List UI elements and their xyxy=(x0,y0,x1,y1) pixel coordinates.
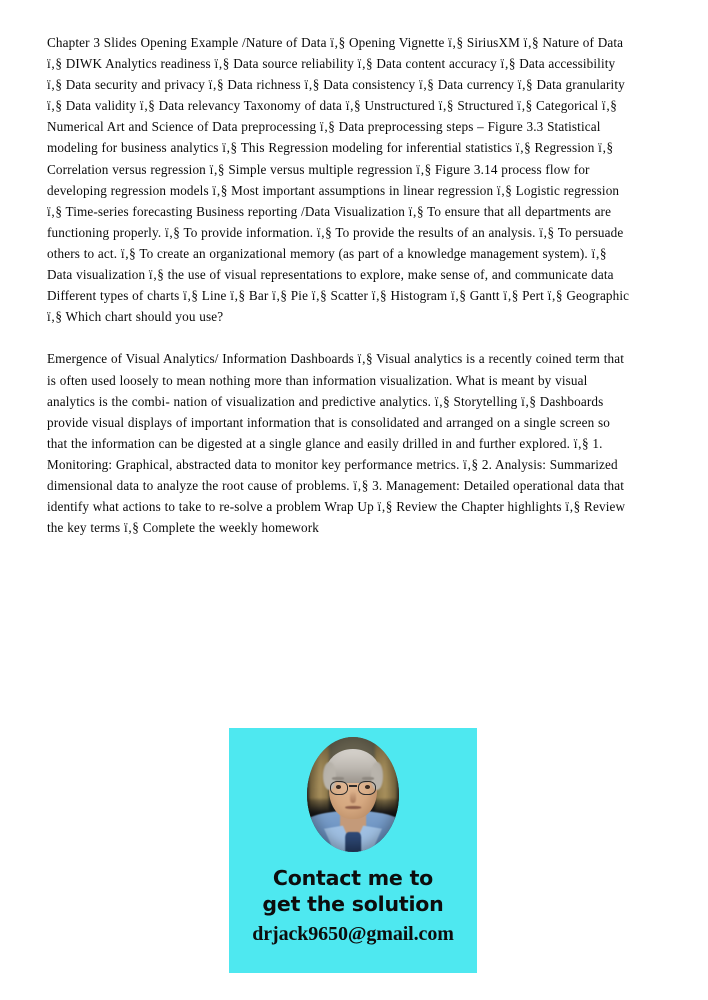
paragraph-chapter-outline: Chapter 3 Slides Opening Example /Nature of Data ï‚§ Opening Vignette ï‚§ SiriusXM ï‚§ Nature of Data ï‚§ DIWK Analytics readiness ï‚§ Data source reliability ï‚§ Data content accuracy ï‚§ Data accessibility ï‚§ Data security and privacy ï‚§ Data richness ï‚§ Data consistency ï‚§ Data currency ï‚§ Data granularity ï‚§ Data validity ï‚§ Data relevancy Taxonomy of data ï‚§ Unstructured ï‚§ Structured ï‚§ Categorical ï‚§ Numerical Art and Science of Data preprocessing ï‚§ Data preprocessing steps – Figure 3.3 Statistical modeling for business analytics ï‚§ This Regression modeling for inferential statistics ï‚§ Regression ï‚§ Correlation versus regression ï‚§ Simple versus multiple regression ï‚§ Figure 3.14 process flow for developing regression models ï‚§ Most important assumptions in linear regression ï‚§ Logistic regression ï‚§ Time-series forecasting Business reporting /Data Visualization ï‚§ To ensure that all departments are functioning properly. ï‚§ To provide information. ï‚§ To provide the results of an analysis. ï‚§ To persuade others to act. ï‚§ To create an organizational memory (as part of a knowledge management system). ï‚§ Data visualization ï‚§ the use of visual representations to explore, make sense of, and communicate data Different types of charts ï‚§ Line ï‚§ Bar ï‚§ Pie ï‚§ Scatter ï‚§ Histogram ï‚§ Gantt ï‚§ Pert ï‚§ Geographic ï‚§ Which chart should you use? xyxy=(47,35,630,325)
contact-card-heading xyxy=(229,866,477,917)
contact-email-address[interactable]: drjack9650@gmail.com xyxy=(252,923,454,945)
paragraph-visual-analytics: Emergence of Visual Analytics/ Information Dashboards ï‚§ Visual analytics is a recently coined term that is often used loosely to mean nothing more than information visualization. What is meant by visual analytics is the combi- nation of visualization and predictive analytics. ï‚§ Storytelling ï‚§ Dashboards provide visual displays of important information that is consolidated and arranged on a single screen so that the information can be digested at a single glance and easily drilled in and further explored. ï‚§ 1. Monitoring: Graphical, abstracted data to monitor key performance metrics. ï‚§ 2. Analysis: Summarized dimensional data to analyze the root cause of problems. ï‚§ 3. Management: Detailed operational data that identify what actions to take to re-solve a problem Wrap Up ï‚§ Review the Chapter highlights ï‚§ Review the key terms ï‚§ Complete the weekly homework xyxy=(47,351,626,536)
contact-card xyxy=(229,728,477,973)
portrait-illustration xyxy=(307,737,399,852)
document-text-body xyxy=(47,32,633,538)
contact-heading-line-1: Contact me to xyxy=(272,866,434,890)
contact-heading-line-2: get the solution xyxy=(262,891,444,916)
portrait-vignette xyxy=(307,737,399,852)
portrait-photo xyxy=(307,737,399,852)
